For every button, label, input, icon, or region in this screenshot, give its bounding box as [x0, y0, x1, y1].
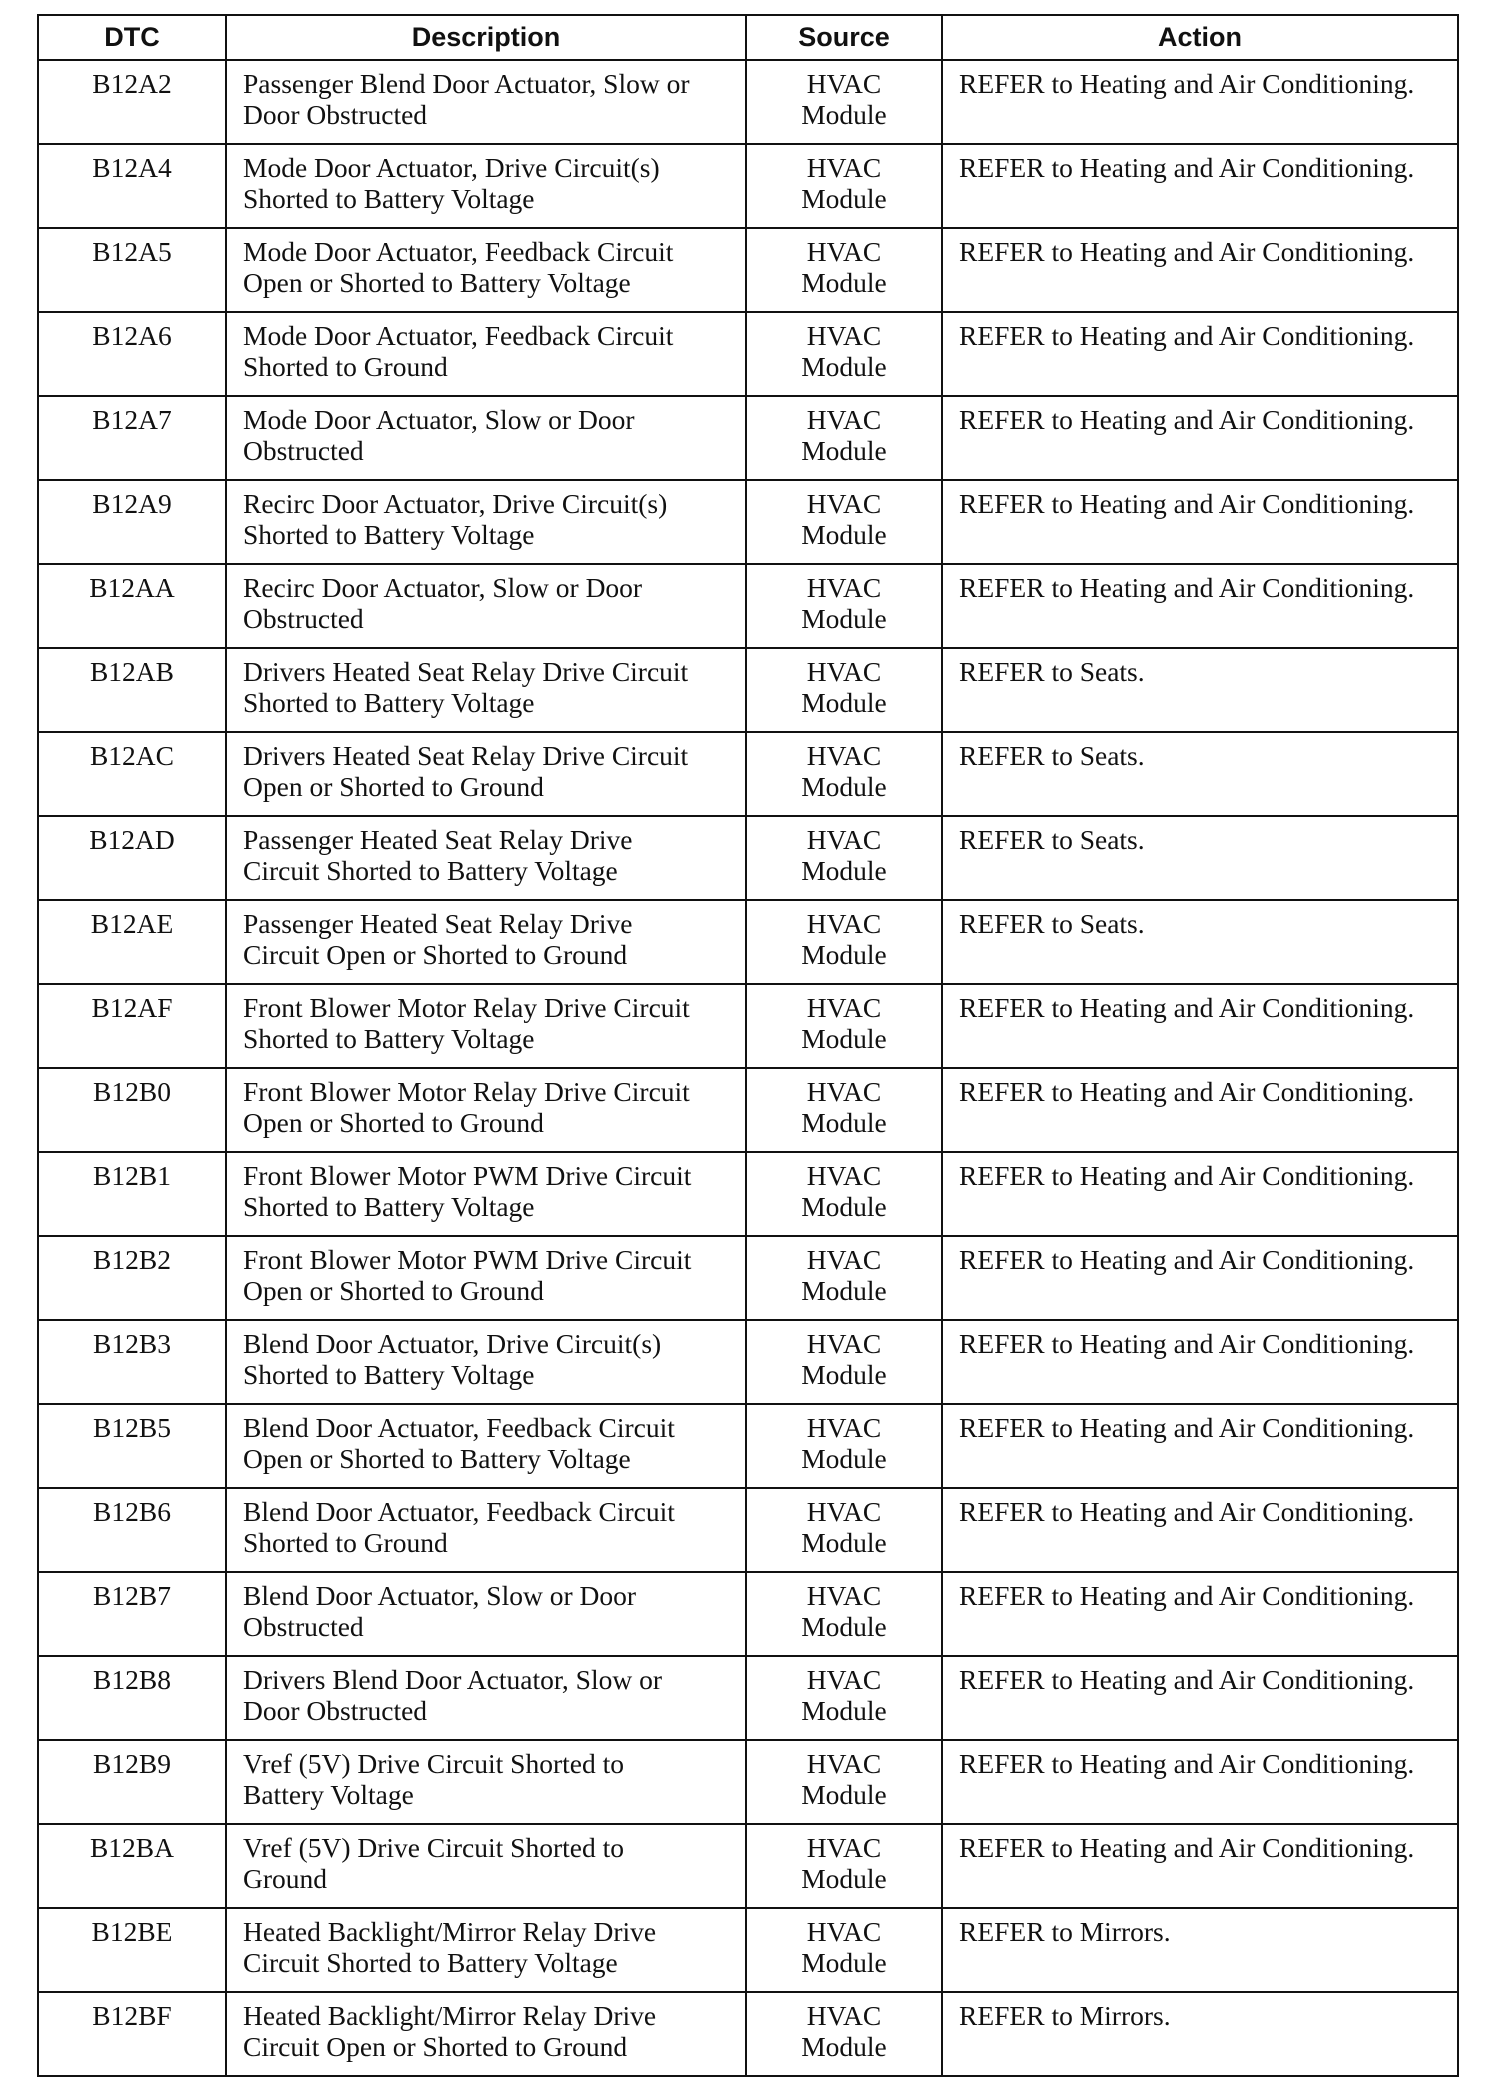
source-cell — [746, 816, 942, 900]
source-line-1: HVAC — [806, 1412, 882, 1443]
dtc-code-cell — [38, 1992, 226, 2076]
source-line-2: Module — [801, 1359, 887, 1390]
dtc-code-cell — [38, 1068, 226, 1152]
action-text: REFER to Heating and Air Conditioning. — [959, 1832, 1415, 1863]
table-row — [38, 1488, 1458, 1572]
source-cell — [746, 396, 942, 480]
dtc-code: B12BF — [92, 2000, 172, 2031]
action-cell — [942, 1656, 1458, 1740]
action-cell — [942, 1908, 1458, 1992]
description-line-2: Circuit Shorted to Battery Voltage — [243, 855, 618, 886]
dtc-code-cell — [38, 312, 226, 396]
description-line-1: Recirc Door Actuator, Drive Circuit(s) — [243, 488, 668, 519]
header-action: Action — [942, 15, 1458, 60]
dtc-code-cell — [38, 900, 226, 984]
description-line-1: Front Blower Motor Relay Drive Circuit — [243, 992, 690, 1023]
dtc-code: B12A7 — [92, 404, 172, 435]
description-cell — [226, 228, 746, 312]
table-row — [38, 396, 1458, 480]
action-cell — [942, 144, 1458, 228]
table-row — [38, 60, 1458, 144]
action-cell — [942, 984, 1458, 1068]
action-text: REFER to Heating and Air Conditioning. — [959, 1328, 1415, 1359]
source-cell — [746, 1152, 942, 1236]
action-cell — [942, 816, 1458, 900]
dtc-code-cell — [38, 1404, 226, 1488]
dtc-code: B12B7 — [93, 1580, 171, 1611]
source-cell — [746, 1908, 942, 1992]
source-line-1: HVAC — [806, 1832, 882, 1863]
source-line-1: HVAC — [806, 152, 882, 183]
action-text: REFER to Heating and Air Conditioning. — [959, 404, 1415, 435]
description-cell — [226, 1908, 746, 1992]
dtc-code-cell — [38, 1656, 226, 1740]
description-line-2: Circuit Open or Shorted to Ground — [243, 2031, 628, 2062]
source-line-2: Module — [801, 687, 887, 718]
dtc-code-cell — [38, 480, 226, 564]
table-row — [38, 1740, 1458, 1824]
source-cell — [746, 1656, 942, 1740]
source-line-1: HVAC — [806, 740, 882, 771]
dtc-code-cell — [38, 60, 226, 144]
action-cell — [942, 228, 1458, 312]
source-line-1: HVAC — [806, 2000, 882, 2031]
description-line-2: Shorted to Battery Voltage — [243, 1359, 535, 1390]
dtc-code-cell — [38, 1740, 226, 1824]
action-cell — [942, 480, 1458, 564]
description-line-1: Front Blower Motor Relay Drive Circuit — [243, 1076, 690, 1107]
dtc-code: B12B5 — [93, 1412, 171, 1443]
dtc-code: B12AC — [89, 740, 175, 771]
source-line-1: HVAC — [806, 572, 882, 603]
description-cell — [226, 1404, 746, 1488]
source-line-1: HVAC — [806, 404, 882, 435]
action-cell — [942, 732, 1458, 816]
description-line-1: Mode Door Actuator, Feedback Circuit — [243, 236, 674, 267]
action-cell — [942, 1740, 1458, 1824]
action-cell — [942, 900, 1458, 984]
description-cell — [226, 1740, 746, 1824]
description-line-2: Circuit Open or Shorted to Ground — [243, 939, 628, 970]
table-header — [38, 15, 1458, 60]
source-cell — [746, 144, 942, 228]
description-line-2: Shorted to Battery Voltage — [243, 183, 535, 214]
description-line-1: Blend Door Actuator, Feedback Circuit — [243, 1412, 675, 1443]
source-line-2: Module — [801, 939, 887, 970]
dtc-code: B12B8 — [93, 1664, 171, 1695]
description-line-2: Battery Voltage — [243, 1779, 414, 1810]
source-cell — [746, 1572, 942, 1656]
table-row — [38, 1236, 1458, 1320]
description-line-2: Open or Shorted to Ground — [243, 1275, 544, 1306]
source-line-2: Module — [801, 1191, 887, 1222]
description-line-1: Front Blower Motor PWM Drive Circuit — [243, 1244, 692, 1275]
action-cell — [942, 564, 1458, 648]
description-line-1: Mode Door Actuator, Feedback Circuit — [243, 320, 674, 351]
header-description: Description — [226, 15, 746, 60]
description-line-2: Open or Shorted to Ground — [243, 1107, 544, 1138]
source-line-2: Module — [801, 1863, 887, 1894]
action-cell — [942, 648, 1458, 732]
description-line-1: Drivers Blend Door Actuator, Slow or — [243, 1664, 662, 1695]
description-cell — [226, 60, 746, 144]
table-row — [38, 564, 1458, 648]
description-cell — [226, 900, 746, 984]
header-dtc: DTC — [38, 15, 226, 60]
dtc-code: B12A6 — [92, 320, 172, 351]
dtc-table — [37, 14, 1459, 2077]
description-cell — [226, 1572, 746, 1656]
table-row — [38, 984, 1458, 1068]
description-line-1: Vref (5V) Drive Circuit Shorted to — [243, 1832, 624, 1863]
source-line-1: HVAC — [806, 1496, 882, 1527]
source-line-1: HVAC — [806, 320, 882, 351]
action-text: REFER to Seats. — [959, 656, 1145, 687]
description-line-1: Passenger Heated Seat Relay Drive — [243, 908, 633, 939]
table-row — [38, 1908, 1458, 1992]
dtc-code-cell — [38, 1488, 226, 1572]
source-cell — [746, 1068, 942, 1152]
dtc-code-cell — [38, 228, 226, 312]
source-cell — [746, 1236, 942, 1320]
action-text: REFER to Heating and Air Conditioning. — [959, 320, 1415, 351]
source-line-2: Module — [801, 771, 887, 802]
source-line-1: HVAC — [806, 1160, 882, 1191]
description-line-2: Obstructed — [243, 1611, 364, 1642]
source-line-2: Module — [801, 99, 887, 130]
source-line-1: HVAC — [806, 68, 882, 99]
description-line-1: Front Blower Motor PWM Drive Circuit — [243, 1160, 692, 1191]
header-row — [38, 15, 1458, 60]
source-cell — [746, 1824, 942, 1908]
description-cell — [226, 1152, 746, 1236]
source-cell — [746, 228, 942, 312]
description-line-2: Obstructed — [243, 603, 364, 634]
source-cell — [746, 900, 942, 984]
source-line-2: Module — [801, 855, 887, 886]
table-row — [38, 1068, 1458, 1152]
source-line-1: HVAC — [806, 908, 882, 939]
action-text: REFER to Heating and Air Conditioning. — [959, 992, 1415, 1023]
description-cell — [226, 480, 746, 564]
dtc-code-cell — [38, 1236, 226, 1320]
table-row — [38, 1656, 1458, 1740]
source-line-2: Module — [801, 1107, 887, 1138]
description-line-1: Blend Door Actuator, Slow or Door — [243, 1580, 637, 1611]
table-row — [38, 1404, 1458, 1488]
dtc-code: B12AF — [91, 992, 173, 1023]
table-row — [38, 1992, 1458, 2076]
dtc-code: B12AA — [89, 572, 175, 603]
source-line-2: Module — [801, 1947, 887, 1978]
source-line-2: Module — [801, 603, 887, 634]
action-text: REFER to Seats. — [959, 908, 1145, 939]
source-cell — [746, 648, 942, 732]
table-row — [38, 228, 1458, 312]
action-cell — [942, 1572, 1458, 1656]
dtc-code: B12AE — [90, 908, 174, 939]
source-line-1: HVAC — [806, 1244, 882, 1275]
description-cell — [226, 396, 746, 480]
action-cell — [942, 312, 1458, 396]
source-line-1: HVAC — [806, 1664, 882, 1695]
description-cell — [226, 1656, 746, 1740]
table-row — [38, 144, 1458, 228]
source-cell — [746, 1740, 942, 1824]
source-line-2: Module — [801, 1275, 887, 1306]
source-line-2: Module — [801, 1611, 887, 1642]
description-line-2: Shorted to Ground — [243, 351, 448, 382]
description-line-1: Passenger Blend Door Actuator, Slow or — [243, 68, 690, 99]
source-line-1: HVAC — [806, 1916, 882, 1947]
description-cell — [226, 312, 746, 396]
action-text: REFER to Mirrors. — [959, 2000, 1171, 2031]
dtc-code: B12B0 — [93, 1076, 171, 1107]
table-row — [38, 1572, 1458, 1656]
source-line-2: Module — [801, 435, 887, 466]
action-text: REFER to Heating and Air Conditioning. — [959, 1580, 1415, 1611]
action-cell — [942, 1236, 1458, 1320]
dtc-code-cell — [38, 396, 226, 480]
source-line-2: Module — [801, 2031, 887, 2062]
description-line-2: Open or Shorted to Battery Voltage — [243, 267, 631, 298]
dtc-code: B12BE — [91, 1916, 173, 1947]
dtc-code-cell — [38, 1152, 226, 1236]
description-line-1: Mode Door Actuator, Drive Circuit(s) — [243, 152, 660, 183]
source-cell — [746, 732, 942, 816]
source-line-1: HVAC — [806, 992, 882, 1023]
table-body — [38, 60, 1458, 2076]
dtc-code: B12B3 — [93, 1328, 171, 1359]
dtc-code-cell — [38, 648, 226, 732]
table-row — [38, 648, 1458, 732]
dtc-code: B12B1 — [93, 1160, 171, 1191]
description-line-2: Open or Shorted to Battery Voltage — [243, 1443, 631, 1474]
dtc-code-cell — [38, 816, 226, 900]
source-line-2: Module — [801, 1443, 887, 1474]
description-cell — [226, 1236, 746, 1320]
table-row — [38, 312, 1458, 396]
header-source: Source — [746, 15, 942, 60]
description-line-1: Passenger Heated Seat Relay Drive — [243, 824, 633, 855]
description-line-2: Shorted to Battery Voltage — [243, 687, 535, 718]
description-line-1: Blend Door Actuator, Feedback Circuit — [243, 1496, 675, 1527]
action-text: REFER to Heating and Air Conditioning. — [959, 1496, 1415, 1527]
description-cell — [226, 1068, 746, 1152]
dtc-code-cell — [38, 1908, 226, 1992]
action-cell — [942, 1824, 1458, 1908]
action-text: REFER to Heating and Air Conditioning. — [959, 1160, 1415, 1191]
source-cell — [746, 1404, 942, 1488]
description-line-1: Drivers Heated Seat Relay Drive Circuit — [243, 656, 689, 687]
dtc-code: B12B9 — [93, 1748, 171, 1779]
table-row — [38, 900, 1458, 984]
description-line-2: Shorted to Battery Voltage — [243, 519, 535, 550]
dtc-code-cell — [38, 984, 226, 1068]
action-text: REFER to Heating and Air Conditioning. — [959, 1244, 1415, 1275]
dtc-code: B12A4 — [92, 152, 172, 183]
dtc-code-cell — [38, 564, 226, 648]
action-text: REFER to Seats. — [959, 740, 1145, 771]
description-line-1: Recirc Door Actuator, Slow or Door — [243, 572, 643, 603]
table-row — [38, 816, 1458, 900]
dtc-code: B12B2 — [93, 1244, 171, 1275]
action-text: REFER to Heating and Air Conditioning. — [959, 236, 1415, 267]
description-line-2: Shorted to Battery Voltage — [243, 1191, 535, 1222]
table-row — [38, 732, 1458, 816]
action-text: REFER to Seats. — [959, 824, 1145, 855]
source-line-2: Module — [801, 1527, 887, 1558]
description-cell — [226, 816, 746, 900]
source-line-2: Module — [801, 1695, 887, 1726]
action-text: REFER to Heating and Air Conditioning. — [959, 1748, 1415, 1779]
description-cell — [226, 564, 746, 648]
table-row — [38, 480, 1458, 564]
action-cell — [942, 1488, 1458, 1572]
description-cell — [226, 984, 746, 1068]
action-text: REFER to Heating and Air Conditioning. — [959, 1076, 1415, 1107]
source-line-1: HVAC — [806, 656, 882, 687]
action-text: REFER to Heating and Air Conditioning. — [959, 1412, 1415, 1443]
source-line-1: HVAC — [806, 1580, 882, 1611]
source-cell — [746, 312, 942, 396]
source-line-2: Module — [801, 1779, 887, 1810]
description-cell — [226, 1992, 746, 2076]
source-cell — [746, 60, 942, 144]
action-text: REFER to Mirrors. — [959, 1916, 1171, 1947]
source-line-2: Module — [801, 519, 887, 550]
description-line-1: Blend Door Actuator, Drive Circuit(s) — [243, 1328, 662, 1359]
description-cell — [226, 732, 746, 816]
action-cell — [942, 60, 1458, 144]
action-text: REFER to Heating and Air Conditioning. — [959, 572, 1415, 603]
description-line-1: Heated Backlight/Mirror Relay Drive — [243, 2000, 657, 2031]
description-line-1: Mode Door Actuator, Slow or Door — [243, 404, 635, 435]
description-line-2: Door Obstructed — [243, 1695, 428, 1726]
dtc-code-cell — [38, 732, 226, 816]
description-line-1: Vref (5V) Drive Circuit Shorted to — [243, 1748, 624, 1779]
source-line-1: HVAC — [806, 488, 882, 519]
action-text: REFER to Heating and Air Conditioning. — [959, 1664, 1415, 1695]
source-line-2: Module — [801, 1023, 887, 1054]
source-cell — [746, 1320, 942, 1404]
table-row — [38, 1320, 1458, 1404]
table-row — [38, 1824, 1458, 1908]
dtc-code-cell — [38, 144, 226, 228]
description-line-2: Open or Shorted to Ground — [243, 771, 544, 802]
source-line-1: HVAC — [806, 236, 882, 267]
action-text: REFER to Heating and Air Conditioning. — [959, 488, 1415, 519]
source-line-1: HVAC — [806, 1328, 882, 1359]
dtc-code: B12A9 — [92, 488, 172, 519]
source-cell — [746, 564, 942, 648]
dtc-code: B12A2 — [92, 68, 172, 99]
description-line-2: Shorted to Ground — [243, 1527, 448, 1558]
source-cell — [746, 480, 942, 564]
action-cell — [942, 1068, 1458, 1152]
description-cell — [226, 1320, 746, 1404]
source-cell — [746, 1992, 942, 2076]
action-text: REFER to Heating and Air Conditioning. — [959, 68, 1415, 99]
description-cell — [226, 144, 746, 228]
dtc-code: B12B6 — [93, 1496, 171, 1527]
dtc-code: B12BA — [89, 1832, 175, 1863]
action-cell — [942, 1320, 1458, 1404]
action-cell — [942, 1992, 1458, 2076]
description-cell — [226, 648, 746, 732]
description-line-2: Obstructed — [243, 435, 364, 466]
source-cell — [746, 1488, 942, 1572]
description-line-1: Drivers Heated Seat Relay Drive Circuit — [243, 740, 689, 771]
source-line-2: Module — [801, 183, 887, 214]
description-line-2: Ground — [243, 1863, 328, 1894]
action-cell — [942, 1404, 1458, 1488]
source-line-1: HVAC — [806, 824, 882, 855]
source-cell — [746, 984, 942, 1068]
dtc-code: B12AB — [89, 656, 175, 687]
dtc-code: B12AD — [89, 824, 175, 855]
source-line-2: Module — [801, 351, 887, 382]
action-text: REFER to Heating and Air Conditioning. — [959, 152, 1415, 183]
action-cell — [942, 1152, 1458, 1236]
source-line-2: Module — [801, 267, 887, 298]
description-cell — [226, 1488, 746, 1572]
dtc-code-cell — [38, 1824, 226, 1908]
action-cell — [942, 396, 1458, 480]
dtc-code: B12A5 — [92, 236, 172, 267]
dtc-code-cell — [38, 1572, 226, 1656]
description-line-1: Heated Backlight/Mirror Relay Drive — [243, 1916, 657, 1947]
source-line-1: HVAC — [806, 1076, 882, 1107]
description-line-2: Door Obstructed — [243, 99, 428, 130]
description-line-2: Shorted to Battery Voltage — [243, 1023, 535, 1054]
description-line-2: Circuit Shorted to Battery Voltage — [243, 1947, 618, 1978]
source-line-1: HVAC — [806, 1748, 882, 1779]
description-cell — [226, 1824, 746, 1908]
dtc-code-cell — [38, 1320, 226, 1404]
table-row — [38, 1152, 1458, 1236]
